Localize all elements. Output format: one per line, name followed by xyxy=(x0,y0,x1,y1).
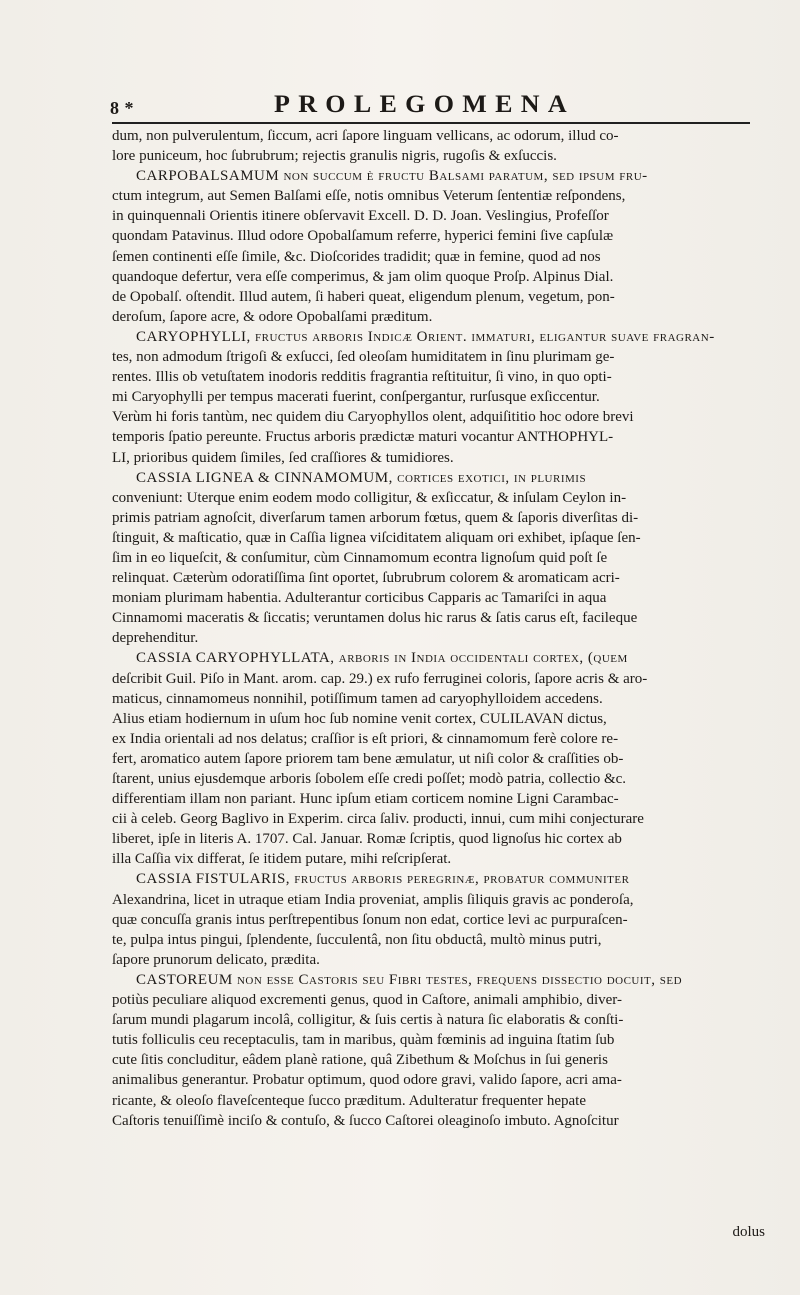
text-line: LI, prioribus quidem ſimiles, ſed craſſiores & tumidiores. xyxy=(112,449,454,466)
text-line: fert, aromatico autem ſapore priorem tam bene æmulatur, ut niſi color & craſſities ob- xyxy=(112,750,624,767)
text-line: Alius etiam hodiernum in uſum hoc ſub nomine venit cortex, CULILAVAN dictus, xyxy=(112,710,607,727)
text-line: ſtarent, unius ejusdemque arboris ſobolem eſſe credi poſſet; modò patria, collectio &c. xyxy=(112,771,627,787)
catchword: dolus xyxy=(732,1224,765,1240)
text-line: CASTOREUM non eſſe Caſtoris ſeu Fibri teſtes, frequens diſſectio docuit, ſed xyxy=(136,971,683,988)
text-line: ſim in eo liqueſcit, & conſumitur, cùm Cinnamomum econtra lignoſum quid poſt ſe xyxy=(112,549,608,566)
text-line: quæ concuſſa granis intus perſtrepentibus ſonum non edat, cortice levi ac purpuraſcen- xyxy=(112,911,628,928)
text-line: rentes. Illis ob vetuſtatem inodoris redditis fragrantia reſtituitur, ſi vino, in quo opti- xyxy=(112,369,612,386)
running-head-title: PROLEGOMENA xyxy=(274,91,575,118)
text-line: de Opobalſ. oſtendit. Illud autem, ſi haberi queat, eligendum plenum, vegetum, pon- xyxy=(112,288,615,305)
text-line: te, pulpa intus pingui, ſplendente, ſucculentâ, non ſitu obductâ, multò minus putri, xyxy=(112,931,602,948)
text-line: differentiam illam non pariant. Hunc ipſum etiam corticem nomine Ligni Carambac- xyxy=(112,791,619,808)
folio-number: 8 * xyxy=(110,98,134,118)
text-line: cii à celeb. Georg Baglivo in Experim. circa ſaliv. producti, innui, cum mihi conjecturare xyxy=(112,811,644,828)
text-line: primis patriam agnoſcit, diverſarum tamen arborum fœtus, quem & ſaporis diverſitas di- xyxy=(112,509,639,526)
text-line: CASSIA LIGNEA & CINNAMOMUM, cortices exotici, in plurimis xyxy=(136,469,587,486)
text-line: illa Caſſia vix differat, ſe itidem putare, mihi reſcripſerat. xyxy=(112,851,452,868)
text-line: cute ſitis concluditur, eâdem planè ratione, quâ Zibethum & Moſchus in ſui generis xyxy=(112,1052,608,1069)
text-line: CASSIA CARYOPHYLLATA, arboris in India occidentali cortex, (quem xyxy=(136,650,628,667)
text-line: mi Caryophylli per tempus macerati fuerint, conſpergantur, rurſusque exſiccentur. xyxy=(112,389,600,406)
text-line: CASSIA FISTULARIS, fructus arboris peregrinæ, probatur communiter xyxy=(136,871,630,888)
text-line: animalibus generantur. Probatur optimum, quod odore gravi, valido ſapore, acri ama- xyxy=(112,1072,622,1089)
text-line: deſcribit Guil. Piſo in Mant. arom. cap. 29.) ex rufo ferruginei coloris, ſapore acris & aro- xyxy=(112,670,648,687)
text-line: CARPOBALSAMUM non ſuccum è fructu Balſami paratum, ſed ipſum fru- xyxy=(136,168,648,185)
text-line: tutis folliculis ceu receptaculis, tam in maribus, quàm fœminis ad inguina ſtatim ſub xyxy=(112,1032,615,1049)
text-line: Verùm hi foris tantùm, nec quidem diu Caryophyllos olent, adquiſititio hoc odore brevi xyxy=(112,409,634,426)
text-line: in quinquennali Orientis itinere obſervavit Excell. D. D. Joan. Veslingius, Profeſſor xyxy=(112,208,609,225)
text-line: deroſum, ſapore acre, & odore Opobalſami præditum. xyxy=(112,308,433,325)
text-line: tes, non admodum ſtrigoſi & exſucci, ſed oleoſam humiditatem in ſinu plurimam ge- xyxy=(112,349,615,366)
text-line: potiùs peculiare aliquod excrementi genus, quod in Caſtore, animali amphibio, diver- xyxy=(112,992,622,1009)
page-body-text xyxy=(112,126,762,1251)
text-line: ſemen continenti eſſe ſimile, &c. Dioſcorides tradidit; quæ in femine, quod ad nos xyxy=(112,248,601,265)
text-line: quondam Patavinus. Illud odore Opobalſamum referre, hyperici femini ſive capſulæ xyxy=(112,228,614,245)
text-line: Caſtoris tenuiſſimè inciſo & contuſo, & ſucco Caſtorei oleaginoſo imbuto. Agnoſcitur xyxy=(112,1112,619,1129)
header-rule xyxy=(112,122,750,124)
text-line: dum, non pulverulentum, ſiccum, acri ſapore linguam vellicans, ac odorum, illud co- xyxy=(112,128,619,144)
text-line: moniam plurimam habentia. Adulterantur corticibus Capparis ac Tamariſci in aqua xyxy=(112,590,607,607)
text-line: ſapore prunorum delicato, prædita. xyxy=(112,951,320,968)
text-line: quandoque defertur, vera eſſe comperimus, & jam olim quoque Proſp. Alpinus Dial. xyxy=(112,268,614,285)
text-line: maticus, cinnamomeus nonnihil, potiſſimum tamen ad caryophylloidem accedens. xyxy=(112,690,603,707)
text-line: ex India orientali ad nos delatus; craſſior is eſt priori, & cinnamomum ferè colore re- xyxy=(112,730,619,747)
text-line: temporis ſpatio pereunte. Fructus arboris prædictæ maturi vocantur ANTHOPHYL- xyxy=(112,429,614,446)
text-line: CARYOPHYLLI, fructus arboris Indicæ Orient. immaturi, eligantur ſuave fragran- xyxy=(136,328,715,345)
text-line: ricante, & oleoſo flaveſcenteque ſucco præditum. Adulteratur frequenter hepate xyxy=(112,1092,586,1109)
text-line: liberet, ipſe in literis A. 1707. Cal. Januar. Romæ ſcriptis, quod lignoſus hic cortex ab xyxy=(112,831,622,848)
text-line: Alexandrina, licet in utraque etiam India proveniat, amplis ſiliquis gravis ac ponderoſa, xyxy=(112,891,634,908)
page-header xyxy=(110,77,750,117)
text-line: ſtinguit, & maſticatio, quæ in Caſſia lignea viſciditatem aliquam ori exhibet, ipſaque ſen- xyxy=(112,529,641,546)
text-line: relinquat. Cæterùm odoratiſſima ſint oportet, ſubrubrum colorem & aromaticam acri- xyxy=(112,570,620,587)
text-line: Cinnamomi maceratis & ſiccatis; veruntamen dolus hic rarus & ſatis carus eſt, facileque xyxy=(112,610,638,627)
text-line: deprehenditur. xyxy=(112,630,199,647)
text-line: lore puniceum, hoc ſubrubrum; rejectis granulis nigris, rugoſis & exſuccis. xyxy=(112,148,557,165)
text-line: ſarum mundi plagarum incolâ, colligitur, & ſuis certis à natura ſic elaboratis & conſti- xyxy=(112,1012,624,1029)
text-line: conveniunt: Uterque enim eodem modo colligitur, & exſiccatur, & inſulam Ceylon in- xyxy=(112,489,627,506)
text-line: ctum integrum, aut Semen Balſami eſſe, notis omnibus Veterum ſententiæ reſpondens, xyxy=(112,188,626,205)
